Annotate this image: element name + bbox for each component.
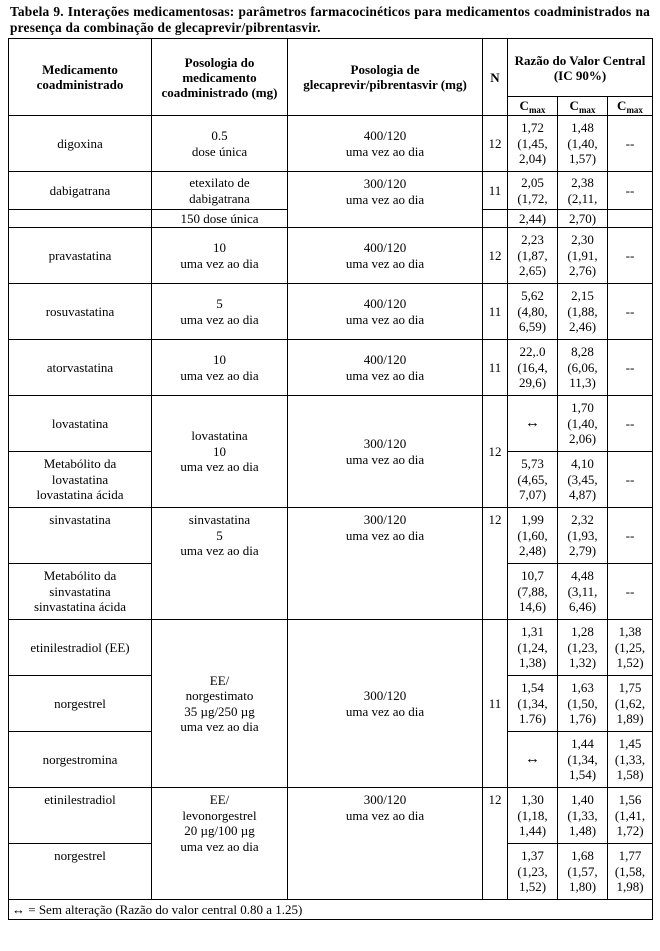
ratio-cell: 1,75 (1,62, 1,89) (608, 676, 653, 732)
dose-cell: sinvastatina 5 uma vez ao dia (152, 508, 288, 620)
ratio-cell: -- (608, 172, 653, 210)
gp-dose-cell: 300/120 uma vez ao dia (288, 620, 483, 788)
ratio-cell: -- (608, 284, 653, 340)
interactions-table (8, 38, 653, 920)
header-sub-1: $C_{max}$ (508, 97, 558, 116)
ratio-cell: 1,30 (1,18, 1,44) (508, 788, 558, 844)
gp-dose-cell: 400/120 uma vez ao dia (288, 116, 483, 172)
gp-dose-cell: 400/120 uma vez ao dia (288, 228, 483, 284)
ratio-cell: 22,.0 (16,4, 29,6) (508, 340, 558, 396)
header-ratio: Razão do Valor Central (IC 90%) (508, 39, 653, 97)
header-sub-3: $C_{max}$ (608, 97, 653, 116)
gp-dose-cell: 400/120 uma vez ao dia (288, 340, 483, 396)
ratio-cell: 1,70 (1,40, 2,06) (558, 396, 608, 452)
header-sub-2: $C_{max}$ (558, 97, 608, 116)
ratio-cell: -- (608, 340, 653, 396)
ratio-cell: -- (608, 508, 653, 564)
ratio-cell: 2,05 (1,72, (508, 172, 558, 210)
gp-dose-cell: 300/120 uma vez ao dia (288, 396, 483, 508)
ratio-cell: 1,63 (1,50, 1,76) (558, 676, 608, 732)
n-cell: 11 (483, 284, 508, 340)
ratio-cell: -- (608, 116, 653, 172)
ratio-cell: 2,23 (1,87, 2,65) (508, 228, 558, 284)
ratio-cell: -- (608, 228, 653, 284)
ratio-cell: 1,44 (1,34, 1,54) (558, 732, 608, 788)
table-row (9, 340, 653, 396)
ratio-cell: 8,28 (6,06, 11,3) (558, 340, 608, 396)
ratio-cell: 4,48 (3,11, 6,46) (558, 564, 608, 620)
ratio-cell: 1,38 (1,25, 1,52) (608, 620, 653, 676)
ratio-cell: -- (608, 452, 653, 508)
ratio-cell: 1,77 (1,58, 1,98) (608, 844, 653, 900)
footnote: ↔ = Sem alteração (Razão do valor central 0.80 a 1.25) (9, 900, 653, 920)
dose-cell: 10 uma vez ao dia (152, 228, 288, 284)
ratio-cell: 2,32 (1,93, 2,79) (558, 508, 608, 564)
ratio-cell: 2,38 (2,11, (558, 172, 608, 210)
n-cell: 11 (483, 340, 508, 396)
ratio-cell: 2,44) (508, 210, 558, 228)
ratio-cell: -- (608, 564, 653, 620)
dose-cell: 150 dose única (152, 210, 288, 228)
table-row (9, 172, 653, 210)
ratio-cell: -- (608, 396, 653, 452)
drug-cell: norgestromina (9, 732, 152, 788)
n-cell: 12 (483, 788, 508, 900)
ratio-cell: 1,72 (1,45, 2,04) (508, 116, 558, 172)
table-row (9, 116, 653, 172)
ratio-cell: 1,56 (1,41, 1,72) (608, 788, 653, 844)
ratio-cell: 4,10 (3,45, 4,87) (558, 452, 608, 508)
drug-cell: pravastatina (9, 228, 152, 284)
drug-cell: lovastatina (9, 396, 152, 452)
ratio-cell-empty (608, 210, 653, 228)
ratio-cell: 2,15 (1,88, 2,46) (558, 284, 608, 340)
footnote-row (9, 900, 653, 920)
dose-cell: EE/ levonorgestrel 20 µg/100 µg uma vez ao dia (152, 788, 288, 900)
n-cell: 11 (483, 620, 508, 788)
dose-cell: 5 uma vez ao dia (152, 284, 288, 340)
drug-cell: digoxina (9, 116, 152, 172)
header-drug: Medicamento coadministrado (9, 39, 152, 116)
drug-cell: rosuvastatina (9, 284, 152, 340)
dose-cell: 10 uma vez ao dia (152, 340, 288, 396)
n-cell: 12 (483, 508, 508, 620)
ratio-cell: 1,99 (1,60, 2,48) (508, 508, 558, 564)
drug-cell: etinilestradiol (EE) (9, 620, 152, 676)
ratio-cell: 1,31 (1,24, 1,38) (508, 620, 558, 676)
ratio-cell: 1,45 (1,33, 1,58) (608, 732, 653, 788)
table-row (9, 284, 653, 340)
drug-cell: norgestrel (9, 844, 152, 900)
ratio-cell: 2,30 (1,91, 2,76) (558, 228, 608, 284)
ratio-cell: 5,73 (4,65, 7,07) (508, 452, 558, 508)
ratio-cell: 1,48 (1,40, 1,57) (558, 116, 608, 172)
ratio-cell: 1,40 (1,33, 1,48) (558, 788, 608, 844)
gp-dose-cell: 300/120 uma vez ao dia (288, 172, 483, 228)
drug-cell-empty (9, 210, 152, 228)
no-change-arrow-icon: ↔ (508, 396, 558, 452)
header-n: N (483, 39, 508, 116)
table-row (9, 228, 653, 284)
header-dose-gp: Posologia de glecaprevir/pibrentasvir (mg) (288, 39, 483, 116)
drug-cell: sinvastatina (9, 508, 152, 564)
drug-cell: dabigatrana (9, 172, 152, 210)
table-caption: Tabela 9. Interações medicamentosas: parâmetros farmacocinéticos para medicamentos coadministrados na presença da combinação de glecaprevir/pibrentasvir. (10, 4, 650, 35)
ratio-cell: 2,70) (558, 210, 608, 228)
n-cell: 12 (483, 396, 508, 508)
table-row (9, 620, 653, 676)
dose-cell: lovastatina 10 uma vez ao dia (152, 396, 288, 508)
ratio-cell: 1,37 (1,23, 1,52) (508, 844, 558, 900)
gp-dose-cell: 400/120 uma vez ao dia (288, 284, 483, 340)
table-row (9, 396, 653, 452)
ratio-cell: 5,62 (4,80, 6,59) (508, 284, 558, 340)
table-row (9, 508, 653, 564)
ratio-cell: 1,28 (1,23, 1,32) (558, 620, 608, 676)
ratio-cell: 1,54 (1,34, 1.76) (508, 676, 558, 732)
n-cell: 12 (483, 116, 508, 172)
drug-cell: atorvastatina (9, 340, 152, 396)
no-change-arrow-icon: ↔ (508, 732, 558, 788)
n-cell: 11 (483, 172, 508, 210)
drug-cell: etinilestradiol (9, 788, 152, 844)
drug-cell: Metabólito da lovastatina lovastatina ácida (9, 452, 152, 508)
n-cell-empty (483, 210, 508, 228)
table-row (9, 788, 653, 844)
dose-cell: etexilato de dabigatrana (152, 172, 288, 210)
drug-cell: norgestrel (9, 676, 152, 732)
dose-cell: EE/ norgestimato 35 µg/250 µg uma vez ao dia (152, 620, 288, 788)
gp-dose-cell: 300/120 uma vez ao dia (288, 508, 483, 620)
ratio-cell: 1,68 (1,57, 1,80) (558, 844, 608, 900)
drug-cell: Metabólito da sinvastatina sinvastatina ácida (9, 564, 152, 620)
dose-cell: 0.5 dose única (152, 116, 288, 172)
gp-dose-cell: 300/120 uma vez ao dia (288, 788, 483, 900)
n-cell: 12 (483, 228, 508, 284)
ratio-cell: 10,7 (7,88, 14,6) (508, 564, 558, 620)
header-dose-coadmin: Posologia do medicamento coadministrado (mg) (152, 39, 288, 116)
